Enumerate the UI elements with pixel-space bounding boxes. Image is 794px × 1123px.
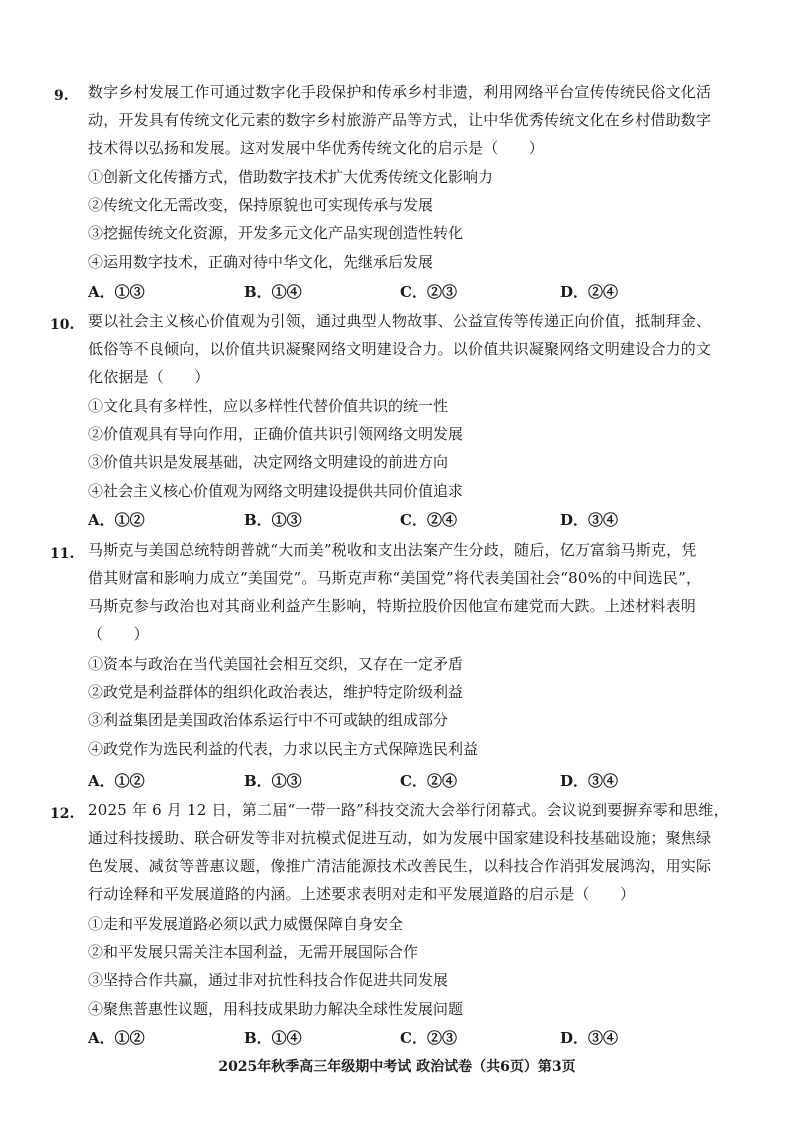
question-stem-line: 2025 年 6 月 12 日，第二届“一带一路”科技交流大会举行闭幕式。会议说到要摒弃零和思维，	[88, 801, 729, 819]
statement-option: ③价值共识是发展基础，决定网络文明建设的前进方向	[88, 453, 449, 471]
question-stem-line: （ ）	[88, 625, 149, 643]
statement-option: ①走和平发展道路必须以武力威慑保障自身安全	[88, 915, 404, 933]
choice-c[interactable]: C．②④	[400, 511, 457, 529]
question-number: 10.	[50, 317, 75, 333]
statement-option: ③利益集团是美国政治体系运行中不可或缺的组成部分	[88, 711, 449, 729]
choice-d[interactable]: D．②④	[560, 283, 619, 301]
statement-option: ③坚持合作共赢，通过非对抗性科技合作促进共同发展	[88, 971, 449, 989]
question-stem-line: 行动诠释和平发展道路的内涵。上述要求表明对走和平发展道路的启示是（ ）	[88, 885, 636, 903]
statement-option: ④运用数字技术，正确对待中华文化，先继承后发展	[88, 253, 434, 271]
statement-option: ④聚焦普惠性议题，用科技成果助力解决全球性发展问题	[88, 1000, 464, 1018]
question-stem-line: 数字乡村发展工作可通过数字化手段保护和传承乡村非遗，利用网络平台宣传传统民俗文化活	[88, 83, 712, 101]
question-number: 9.	[54, 88, 69, 104]
question-stem-line: 借其财富和影响力成立“美国党”。马斯克声称“美国党”将代表美国社会“80%的中间选民”，	[88, 569, 702, 587]
statement-option: ①文化具有多样性，应以多样性代替价值共识的统一性	[88, 397, 449, 415]
question-number: 11.	[50, 546, 75, 562]
choice-b[interactable]: B．①④	[244, 1029, 302, 1047]
choice-a[interactable]: A．①②	[88, 772, 145, 790]
question-stem-line: 技术得以弘扬和发展。这对发展中华优秀传统文化的启示是（ ）	[88, 139, 545, 157]
question-stem-line: 色发展、减贫等普惠议题，像推广清洁能源技术改善民生，以科技合作消弭发展鸿沟，用实际	[88, 857, 712, 875]
choice-c[interactable]: C．②③	[400, 1029, 457, 1047]
question-stem-line: 马斯克参与政治也对其商业利益产生影响，特斯拉股价因他宣布建党而大跌。上述材料表明	[88, 597, 697, 615]
choice-a[interactable]: A．①③	[88, 283, 145, 301]
statement-option: ④社会主义核心价值观为网络文明建设提供共同价值追求	[88, 482, 464, 500]
choice-c[interactable]: C．②③	[400, 283, 457, 301]
choice-a[interactable]: A．①②	[88, 511, 145, 529]
choice-d[interactable]: D．③④	[560, 511, 619, 529]
choice-b[interactable]: B．①④	[244, 283, 302, 301]
statement-option: ①创新文化传播方式，借助数字技术扩大优秀传统文化影响力	[88, 168, 494, 186]
question-stem-line: 要以社会主义核心价值观为引领，通过典型人物故事、公益宣传等传递正向价值，抵制拜金、	[88, 312, 712, 330]
question-stem-line: 通过科技援助、联合研发等非对抗模式促进互动，如为发展中国家建设科技基础设施；聚焦绿	[88, 829, 712, 847]
statement-option: ④政党作为选民利益的代表，力求以民主方式保障选民利益	[88, 740, 479, 758]
statement-option: ②传统文化无需改变，保持原貌也可实现传承与发展	[88, 196, 434, 214]
question-stem-line: 动，开发具有传统文化元素的数字乡村旅游产品等方式，让中华优秀传统文化在乡村借助数字	[88, 111, 712, 129]
question-stem-line: 马斯克与美国总统特朗普就“大而美”税收和支出法案产生分歧，随后，亿万富翁马斯克，凭	[88, 541, 697, 559]
question-stem-line: 化依据是（ ）	[88, 368, 210, 386]
choice-b[interactable]: B．①③	[244, 772, 302, 790]
statement-option: ②价值观具有导向作用，正确价值共识引领网络文明发展	[88, 425, 464, 443]
statement-option: ③挖掘传统文化资源，开发多元文化产品实现创造性转化	[88, 224, 464, 242]
choice-b[interactable]: B．①③	[244, 511, 302, 529]
statement-option: ②和平发展只需关注本国利益，无需开展国际合作	[88, 943, 419, 961]
choice-d[interactable]: D．③④	[560, 1029, 619, 1047]
choice-d[interactable]: D．③④	[560, 772, 619, 790]
statement-option: ①资本与政治在当代美国社会相互交织，又存在一定矛盾	[88, 655, 464, 673]
choice-a[interactable]: A．①②	[88, 1029, 145, 1047]
question-number: 12.	[50, 806, 75, 822]
question-stem-line: 低俗等不良倾向，以价值共识凝聚网络文明建设合力。以价值共识凝聚网络文明建设合力的文	[88, 340, 712, 358]
choice-c[interactable]: C．②④	[400, 772, 457, 790]
page-footer: 2025年秋季高三年级期中考试 政治试卷（共6页）第3页	[218, 1059, 576, 1075]
statement-option: ②政党是利益群体的组织化政治表达，维护特定阶级利益	[88, 683, 464, 701]
